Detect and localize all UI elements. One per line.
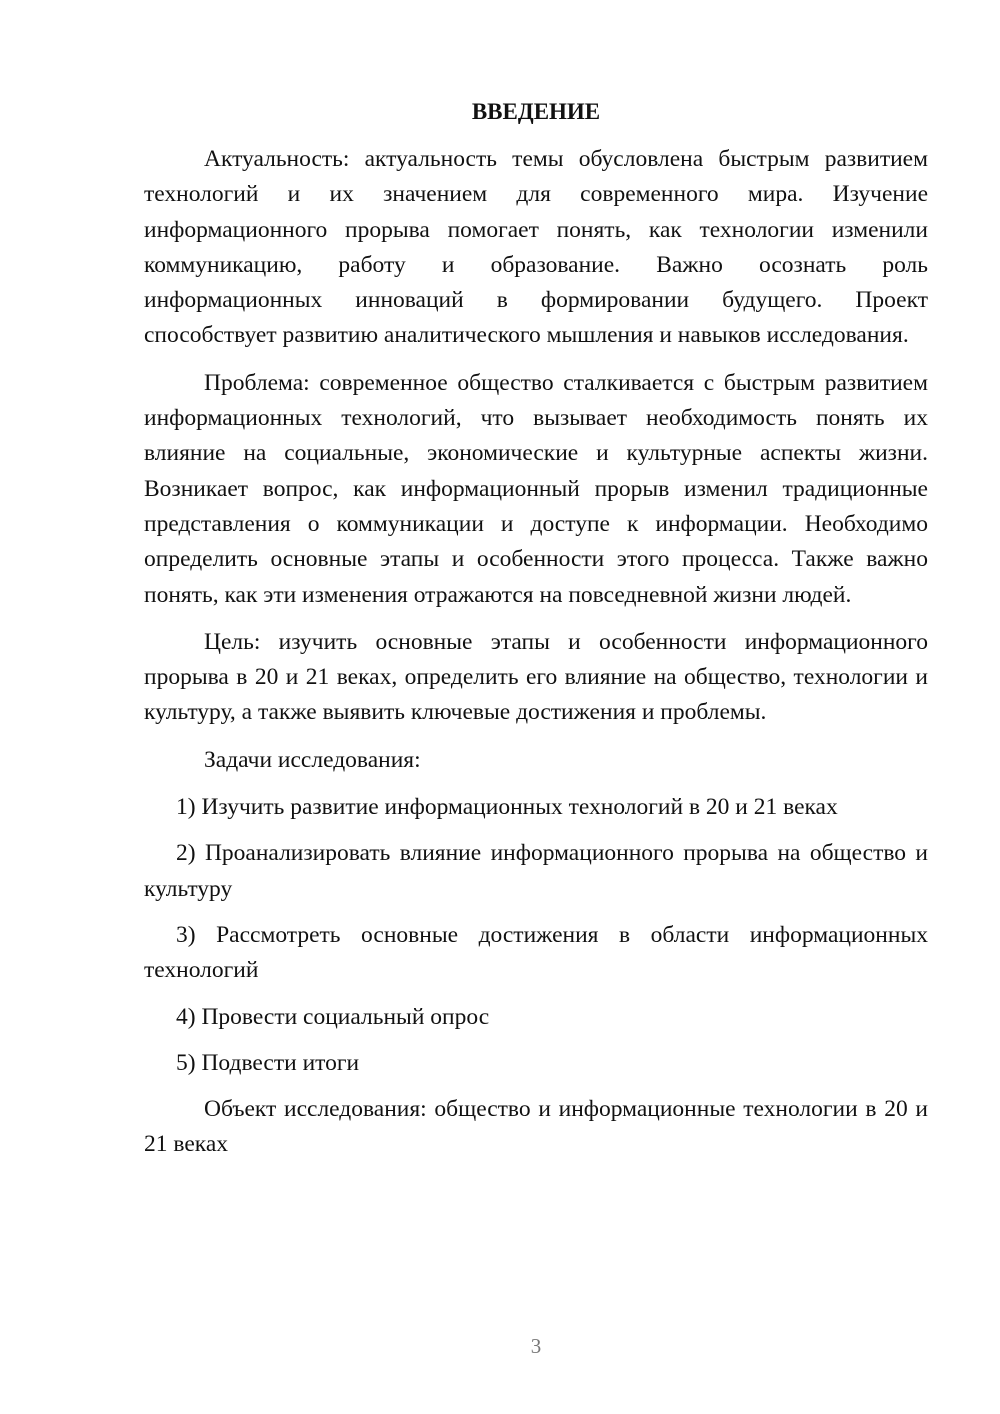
task-item-2: 2) Проанализировать влияние информационного прорыва на общество и культуру <box>144 840 928 902</box>
task-item-4: 4) Провести социальный опрос <box>176 1003 490 1030</box>
section-body <box>144 142 928 1175</box>
task-item-3: 3) Рассмотреть основные достижения в области информационных технологий <box>144 921 928 984</box>
section-title: ВВЕДЕНИЕ <box>471 99 601 124</box>
task-item-1: 1) Изучить развитие информационных технологий в 20 и 21 веках <box>176 794 838 821</box>
object-paragraph: Объект исследования: общество и информационные технологии в 20 и 21 веках <box>144 1096 928 1158</box>
goal-paragraph: Цель: изучить основные этапы и особенности информационного прорыва в 20 и 21 веках, определить его влияние на общество, технологии и культуру, а также выявить ключевые достижения и проблемы. <box>144 628 928 726</box>
relevance-paragraph: Актуальность: актуальность темы обусловлена быстрым развитием технологий и их значением для современного мира. Изучение информационного прорыва помогает понять, как технологии изменили коммуникацию, работу и образование. Важно осознать роль информационных инноваций в формировании будущего. Проект способствует развитию аналитического мышления и навыков исследования. <box>144 146 928 349</box>
document-page <box>144 0 928 1414</box>
problem-paragraph: Проблема: современное общество сталкивается с быстрым развитием информационных технологий, что вызывает необходимость понять их влияние на социальные, экономические и культурные аспекты жизни. Возникает вопрос, как информационный прорыв изменил традиционные представления о коммуникации и доступе к информации. Необходимо определить основные этапы и особенности этого процесса. Также важно понять, как эти изменения отражаются на повседневной жизни людей. <box>144 369 928 608</box>
tasks-heading: Задачи исследования: <box>204 746 421 773</box>
task-item-5: 5) Подвести итоги <box>176 1049 360 1076</box>
page-number: 3 <box>530 1334 542 1358</box>
